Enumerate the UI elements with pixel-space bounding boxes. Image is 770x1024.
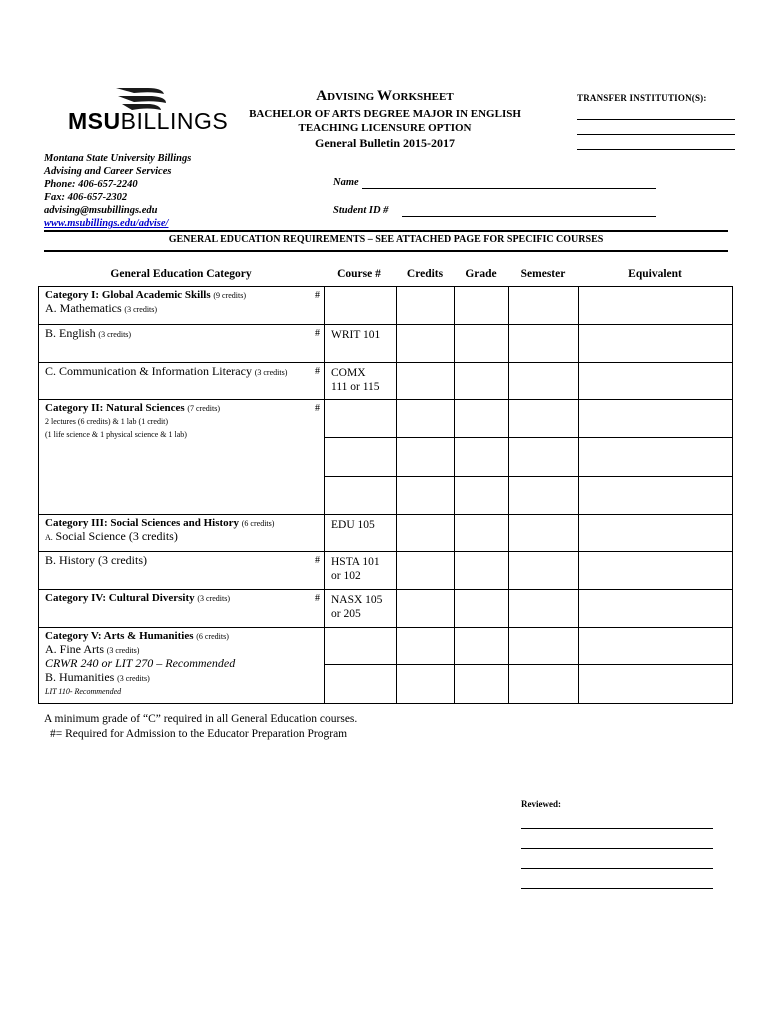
semester-cell[interactable]: [509, 400, 579, 438]
gen-ed-table: [38, 286, 733, 704]
table-row: [39, 400, 733, 438]
grade-cell[interactable]: [455, 665, 509, 704]
course-cell[interactable]: [325, 287, 397, 325]
transfer-institution-line-1[interactable]: [577, 119, 735, 120]
reviewed-line-4[interactable]: [521, 888, 713, 889]
semester-cell[interactable]: [509, 665, 579, 704]
course-cell[interactable]: NASX 105 or 205: [325, 590, 397, 628]
credits-cell[interactable]: [397, 438, 455, 477]
bulletin-subtitle: General Bulletin 2015-2017: [315, 136, 455, 150]
transfer-institution-line-2[interactable]: [577, 134, 735, 135]
category-cell: B. History (3 credits): [39, 552, 311, 590]
semester-cell[interactable]: [509, 325, 579, 363]
student-id-label: Student ID #: [333, 205, 389, 216]
equivalent-cell[interactable]: [579, 325, 733, 363]
course-cell[interactable]: [325, 438, 397, 477]
contact-email: advising@msubillings.edu: [44, 205, 158, 216]
table-row: [39, 590, 733, 628]
contact-office: Advising and Career Services: [44, 166, 172, 177]
grade-cell[interactable]: [455, 477, 509, 515]
required-mark: #: [311, 325, 325, 363]
grade-cell[interactable]: [455, 325, 509, 363]
grade-cell[interactable]: [455, 363, 509, 400]
grade-cell[interactable]: [455, 515, 509, 552]
course-cell[interactable]: EDU 105: [325, 515, 397, 552]
advising-website-link[interactable]: www.msubillings.edu/advise/: [44, 218, 169, 229]
option-subtitle: TEACHING LICENSURE OPTION: [298, 122, 472, 134]
msu-billings-logo-text: MSUBILLINGS: [68, 108, 229, 134]
equivalent-cell[interactable]: [579, 628, 733, 665]
course-cell[interactable]: WRIT 101: [325, 325, 397, 363]
grade-cell[interactable]: [455, 628, 509, 665]
equivalent-cell[interactable]: [579, 287, 733, 325]
equivalent-cell[interactable]: [579, 363, 733, 400]
reviewed-line-1[interactable]: [521, 828, 713, 829]
col-header-course: Course #: [337, 268, 381, 280]
semester-cell[interactable]: [509, 438, 579, 477]
category-cell: Category I: Global Academic Skills (9 credits) A. Mathematics (3 credits): [39, 287, 311, 325]
course-cell[interactable]: [325, 400, 397, 438]
required-mark: #: [311, 363, 325, 400]
contact-university: Montana State University Billings: [44, 153, 192, 164]
gen-ed-banner: GENERAL EDUCATION REQUIREMENTS – SEE ATTACHED PAGE FOR SPECIFIC COURSES: [168, 234, 604, 245]
credits-cell[interactable]: [397, 628, 455, 665]
course-cell[interactable]: COMX 111 or 115: [325, 363, 397, 400]
grade-cell[interactable]: [455, 590, 509, 628]
table-row: [39, 515, 733, 552]
worksheet-title: ADVISING WORKSHEET: [316, 88, 454, 104]
credits-cell[interactable]: [397, 477, 455, 515]
required-mark: #: [311, 552, 325, 590]
grade-cell[interactable]: [455, 552, 509, 590]
table-row: [39, 325, 733, 363]
admission-requirement-note: #= Required for Admission to the Educator Preparation Program: [50, 728, 348, 740]
category-cell: B. English (3 credits): [39, 325, 311, 363]
equivalent-cell[interactable]: [579, 590, 733, 628]
table-row: [39, 552, 733, 590]
credits-cell[interactable]: [397, 287, 455, 325]
reviewed-line-3[interactable]: [521, 868, 713, 869]
grade-cell[interactable]: [455, 438, 509, 477]
col-header-category: General Education Category: [110, 268, 252, 280]
course-cell[interactable]: [325, 665, 397, 704]
semester-cell[interactable]: [509, 628, 579, 665]
semester-cell[interactable]: [509, 515, 579, 552]
category-cell: Category III: Social Sciences and History (6 credits) A. Social Science (3 credits): [39, 515, 325, 552]
course-cell[interactable]: [325, 628, 397, 665]
contact-block: [44, 152, 191, 230]
semester-cell[interactable]: [509, 287, 579, 325]
reviewed-line-2[interactable]: [521, 848, 713, 849]
required-mark: #: [311, 590, 325, 628]
equivalent-cell[interactable]: [579, 400, 733, 438]
col-header-semester: Semester: [520, 268, 566, 280]
semester-cell[interactable]: [509, 590, 579, 628]
credits-cell[interactable]: [397, 552, 455, 590]
credits-cell[interactable]: [397, 515, 455, 552]
col-header-credits: Credits: [406, 268, 444, 280]
required-mark: #: [311, 400, 325, 515]
credits-cell[interactable]: [397, 363, 455, 400]
contact-phone: Phone: 406-657-2240: [44, 179, 138, 190]
banner-rule-bottom: [44, 250, 728, 252]
category-cell: Category II: Natural Sciences (7 credits) 2 lectures (6 credits) & 1 lab (1 credit) (1 life science & 1 physical science & 1 lab): [39, 400, 311, 515]
category-cell: C. Communication & Information Literacy (3 credits): [39, 363, 311, 400]
grade-cell[interactable]: [455, 400, 509, 438]
grade-requirement-note: A minimum grade of “C” required in all General Education courses.: [44, 713, 358, 725]
category-cell: Category V: Arts & Humanities (6 credits) A. Fine Arts (3 credits) CRWR 240 or LIT 270 – Recommended B. Humanities (3 credits) LIT 110- Recommended: [39, 628, 325, 704]
contact-fax: Fax: 406-657-2302: [44, 192, 128, 203]
credits-cell[interactable]: [397, 590, 455, 628]
semester-cell[interactable]: [509, 477, 579, 515]
table-row: [39, 363, 733, 400]
col-header-grade: Grade: [465, 268, 497, 280]
equivalent-cell[interactable]: [579, 552, 733, 590]
course-cell[interactable]: HSTA 101 or 102: [325, 552, 397, 590]
transfer-institution-label: TRANSFER INSTITUTION(S):: [577, 93, 707, 103]
table-row: [39, 628, 733, 665]
credits-cell[interactable]: [397, 665, 455, 704]
semester-cell[interactable]: [509, 552, 579, 590]
semester-cell[interactable]: [509, 363, 579, 400]
credits-cell[interactable]: [397, 400, 455, 438]
equivalent-cell[interactable]: [579, 477, 733, 515]
equivalent-cell[interactable]: [579, 438, 733, 477]
name-label: Name: [333, 177, 359, 188]
student-id-field[interactable]: [402, 216, 656, 217]
credits-cell[interactable]: [397, 325, 455, 363]
col-header-equivalent: Equivalent: [628, 268, 682, 280]
table-row: [39, 287, 733, 325]
banner-rule-top: [44, 230, 728, 232]
equivalent-cell[interactable]: [579, 665, 733, 704]
course-cell[interactable]: [325, 477, 397, 515]
category-cell: Category IV: Cultural Diversity (3 credits): [39, 590, 311, 628]
reviewed-label: Reviewed:: [521, 799, 561, 809]
degree-subtitle: BACHELOR OF ARTS DEGREE MAJOR IN ENGLISH: [249, 108, 521, 120]
equivalent-cell[interactable]: [579, 515, 733, 552]
name-field[interactable]: [362, 188, 656, 189]
grade-cell[interactable]: [455, 287, 509, 325]
transfer-institution-line-3[interactable]: [577, 149, 735, 150]
required-mark: #: [311, 287, 325, 325]
